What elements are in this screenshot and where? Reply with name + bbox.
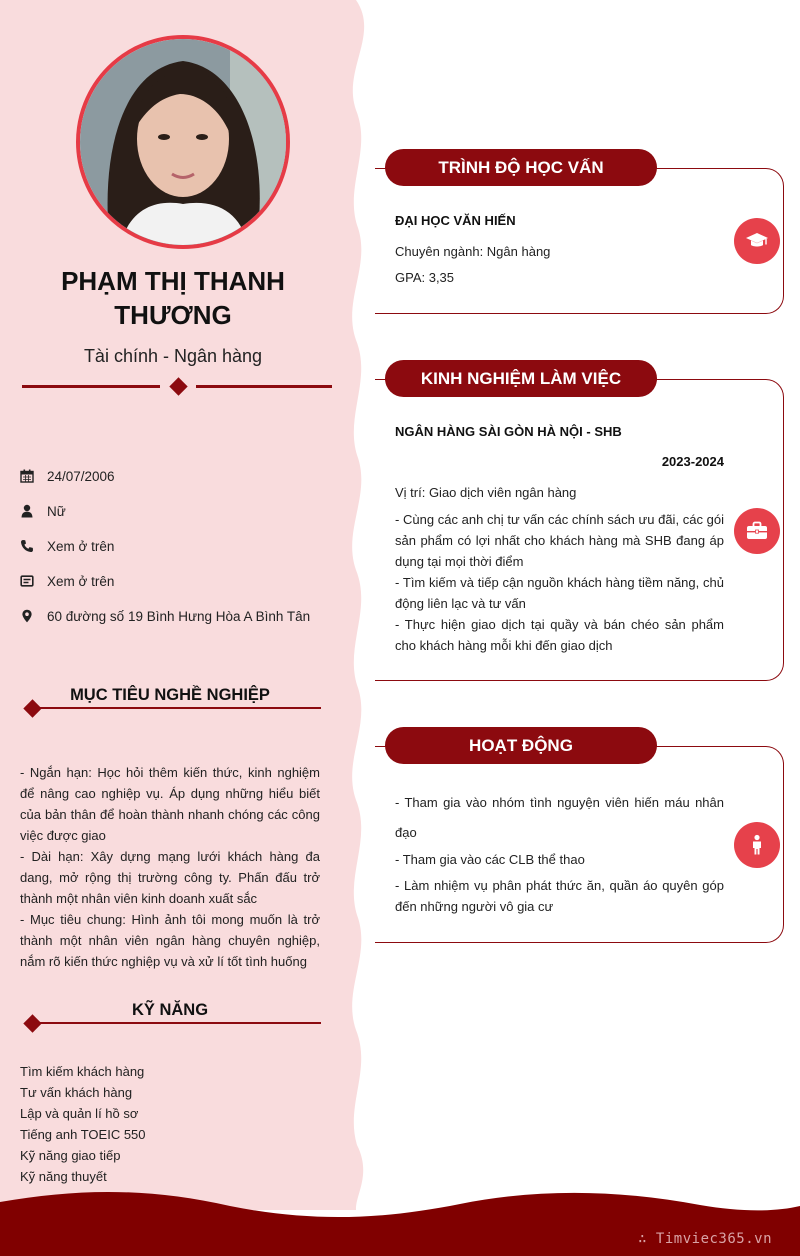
activity-item-1: - Tham gia vào nhóm tình nguyện viên hiến máu nhân đạo [395, 795, 724, 840]
job-title: Tài chính - Ngân hàng [83, 346, 263, 366]
name-divider-right [196, 385, 332, 388]
phone-icon [20, 539, 34, 553]
experience-company: NGÂN HÀNG SÀI GÒN HÀ NỘI - SHB [395, 424, 622, 439]
email-icon [20, 574, 34, 588]
objective-body: - Ngắn hạn: Học hỏi thêm kiến thức, kinh nghiệm để nâng cao nghiệp vụ. Áp dụng những hiểu biết của bản thân để hoàn thành nhanh chóng các công việc được giao - Dài hạn: Xây dựng mạng lưới khách hàng đa dang, mở rộng thị trường công ty. Phấn đấu trở thành một nhân viên kinh doanh xuất sắc - Mục tiêu chung: Hình ảnh tôi mong muốn là trở thành một nhân viên ngân hàng chuyên nghiệp, nắm rõ kiến thức nghiệp vụ và xử lí tốt tình huống [20, 765, 320, 969]
footer-brand: ∴ Timviec365.vn [638, 1231, 772, 1247]
experience-period: 2023-2024 [661, 454, 724, 469]
experience-heading: KINH NGHIỆM LÀM VIỆC [385, 360, 657, 397]
education-icon-badge [734, 218, 780, 264]
address-text: 60 đường số 19 Bình Hưng Hòa A Bình Tân [47, 608, 311, 624]
calendar-icon [20, 469, 34, 483]
education-section [375, 168, 784, 314]
experience-position: Vị trí: Giao dịch viên ngân hàng [395, 485, 577, 500]
name-divider-left [22, 385, 160, 388]
skills-list [20, 1061, 320, 1187]
experience-icon-badge [734, 508, 780, 554]
education-major: Chuyên ngành: Ngân hàng [395, 244, 551, 259]
skill-item: Tìm kiếm khách hàng [20, 1064, 145, 1079]
skills-underline [32, 1022, 321, 1024]
contact-email [20, 571, 330, 591]
contact-birthdate [20, 466, 330, 486]
user-icon [20, 504, 34, 518]
activity-item-3: - Làm nhiệm vụ phân phát thức ăn, quần áo quyên góp đến những người vô gia cư [395, 878, 724, 914]
skill-item: Tiếng anh TOEIC 550 [20, 1127, 146, 1142]
objective-heading: MỤC TIÊU NGHỀ NGHIỆP [70, 686, 270, 704]
contact-gender [20, 501, 330, 521]
skill-item: Kỹ năng giao tiếp [20, 1148, 121, 1163]
briefcase-icon [745, 519, 769, 543]
education-heading: TRÌNH ĐỘ HỌC VẤN [385, 149, 657, 186]
education-gpa: GPA: 3,35 [395, 270, 455, 285]
candidate-name [20, 264, 326, 332]
skills-heading: KỸ NĂNG [131, 1001, 209, 1019]
experience-details: - Cùng các anh chị tư vấn các chính sách ưu đãi, các gói sản phẩm có lợi nhất cho khách hàng mà SHB đang áp dụng tại mọi thời điểm - Tìm kiếm và tiếp cận nguồn khách hàng tiềm năng, chủ động liên lạc và tư vấn - Thực hiện giao dịch tại quầy và bán chéo sản phẩm cho khách hàng mỗi khi đến giao dịch [395, 512, 724, 653]
gender-text: Nữ [47, 503, 66, 519]
activity-item-2: - Tham gia vào các CLB thể thao [395, 852, 585, 867]
activities-heading: HOẠT ĐỘNG [385, 727, 657, 764]
contact-phone [20, 536, 330, 556]
birthdate-text: 24/07/2006 [47, 468, 115, 484]
portrait-photo [80, 39, 286, 245]
education-school: ĐẠI HỌC VĂN HIẾN [395, 213, 516, 228]
phone-text: Xem ở trên [47, 538, 115, 554]
skill-item: Lập và quản lí hồ sơ [20, 1106, 139, 1121]
name-line-1: PHẠM THỊ THANH [61, 266, 285, 296]
contact-address [20, 606, 330, 626]
location-icon [20, 609, 34, 623]
activities-icon-badge [734, 822, 780, 868]
skill-item: Tư vấn khách hàng [20, 1085, 133, 1100]
avatar [76, 35, 290, 249]
objective-underline [32, 707, 321, 709]
person-icon [745, 833, 769, 857]
skill-item: Kỹ năng thuyết [20, 1169, 107, 1184]
graduation-cap-icon [745, 229, 769, 253]
objective-text [20, 762, 320, 972]
email-text: Xem ở trên [47, 573, 115, 589]
name-line-2: THƯƠNG [114, 300, 232, 330]
